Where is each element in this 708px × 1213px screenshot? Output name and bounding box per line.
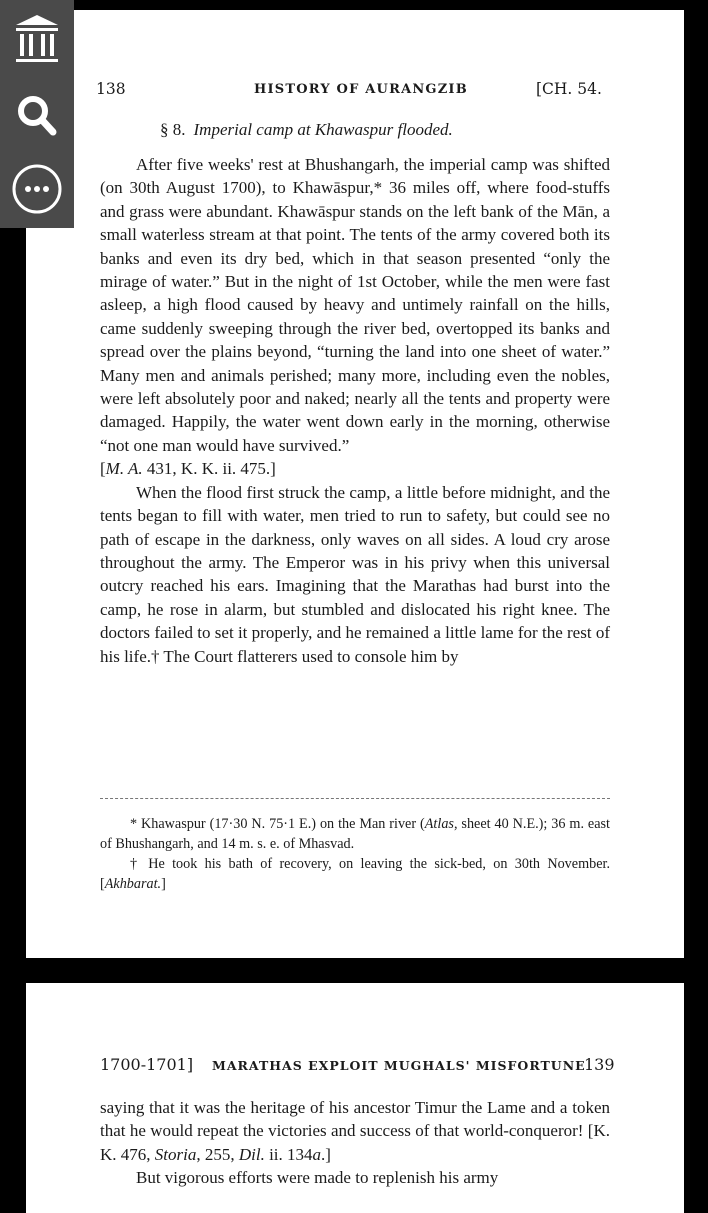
search-icon [13,92,61,140]
reader-toolbar [0,0,74,228]
footnote: † He took his bath of recovery, on leaving the sick-bed, on 30th November. [Akhbarat.] [100,856,610,892]
book-page-139 [26,983,684,1213]
section-heading [160,120,684,140]
library-icon [13,12,61,66]
footnote: * Khawaspur (17·30 N. 75·1 E.) on the Man river (Atlas, sheet 40 N.E.); 36 m. east of Bhushangarh, and 14 m. s. e. of Mhasvad. [100,816,610,852]
chapter-label: [CH. 54. [536,80,602,98]
paragraph: But vigorous efforts were made to replenish his army [136,1168,499,1188]
section-title: Imperial camp at Khawaspur flooded. [193,120,453,139]
citation: [M. A. 431, K. K. ii. 475.] [100,459,276,479]
year-range: 1700-1701] [100,1055,194,1074]
section-number: § 8. [160,120,186,139]
body-text [100,1096,610,1190]
library-button[interactable] [0,12,74,66]
running-title: MARATHAS EXPLOIT MUGHALS' MISFORTUNE [212,1058,586,1073]
paragraph: saying that it was the heritage of his ancestor Timur the Lame and a token that he would repeat the victories and success of that world-conqueror! [K. K. 476, Storia, 255, Dil. ii. 134a.] [100,1098,610,1164]
more-icon [10,162,64,216]
paragraph: After five weeks' rest at Bhushangarh, the imperial camp was shifted (on 30th August 1700), to Khawāspur,* 36 miles off, where food-stuffs and grass were abundant. Khawāspur stands on the left bank of the Mān, a small waterless stream at that point. The tents of the army covered both its banks and even its dry bed, which in that season presented “only the mirage of water.” But in the night of 1st October, while the men were fast asleep, a high flood caused by heavy and untimely rainfall on the hills, came suddenly sweeping through the river bed, overtopped its banks and spread over the plains beyond, “turning the land into one sheet of water.” Many men and animals perished; many more, including even the nobles, were left absolutely poor and naked; nearly all the tents and property were damaged. Happily, the water went down early in the morning, otherwise “not one man would have survived.” [100,155,610,455]
page-number: 138 [96,80,126,98]
body-text [100,153,610,668]
more-options-button[interactable] [0,162,74,216]
footnotes [100,814,610,894]
paragraph: When the flood first struck the camp, a little before midnight, and the tents began to fill with water, men tried to run to safety, but could see no path of escape in the darkness, only waves on all sides. A loud cry arose throughout the army. The Emperor was in his privy when this universal outcry reached his ears. Imagining that the Marathas had burst into the camp, he rose in alarm, but stumbled and dislocated his right knee. The doctors failed to set it properly, and he remained a little lame for the rest of his life.† The Court flatterers used to console him by [100,482,610,666]
book-page-138 [26,10,684,958]
footnote-separator [100,798,610,799]
page-number: 139 [584,1055,615,1074]
search-button[interactable] [0,92,74,140]
running-title: HISTORY OF AURANGZIB [254,82,468,97]
